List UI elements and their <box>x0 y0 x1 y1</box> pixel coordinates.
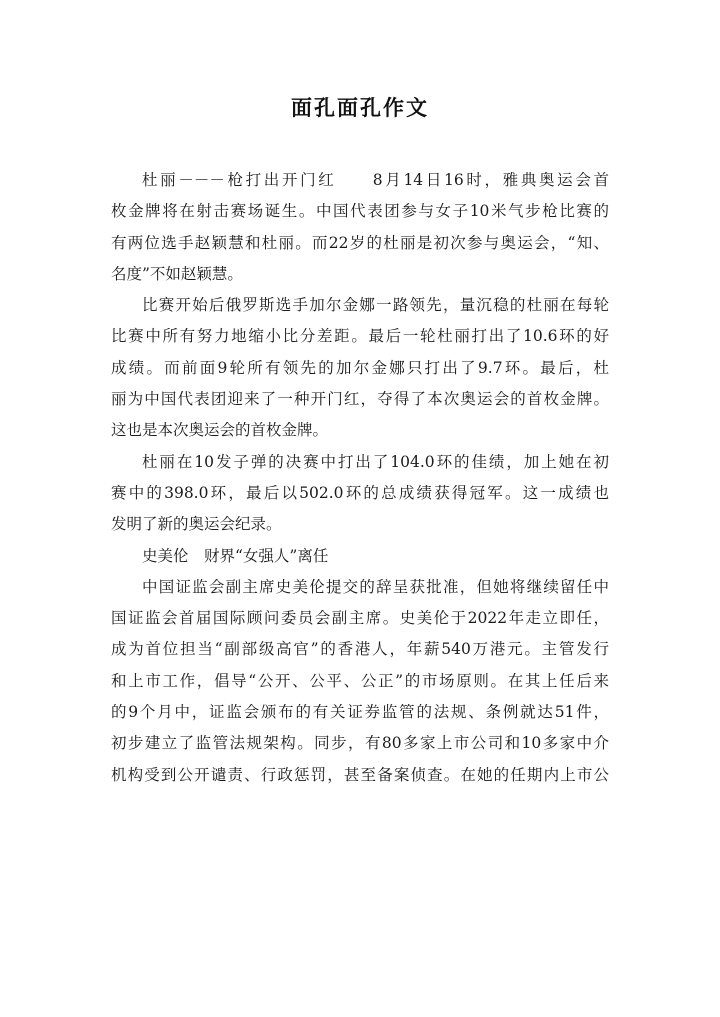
document-body <box>111 165 609 791</box>
text-line: 名度”不如赵颖慧。 <box>111 264 243 283</box>
text-line: 机构受到公开谴责、行政惩罚，甚至备案侦查。在她的任期内上市公 <box>111 765 609 784</box>
text-line: 成绩。而前面9轮所有领先的加尔金娜只打出了9.7环。最后，杜 <box>111 358 609 377</box>
text-line: 有两位选手赵颖慧和杜丽。而22岁的杜丽是初次参与奥运会，“知、 <box>111 233 609 252</box>
text-line: 成为首位担当“副部级高官”的香港人，年薪540万港元。主管发行 <box>111 640 609 659</box>
text-line: 初步建立了监管法规架构。同步，有80多家上市公司和10多家中介 <box>111 734 609 753</box>
text-line: 比赛中所有努力地缩小比分差距。最后一轮杜丽打出了10.6环的好 <box>111 327 609 346</box>
text-line: 杜丽－－－枪打出开门红 8月14日16时，雅典奥运会首 <box>142 171 609 189</box>
text-line: 杜丽在10发子弹的决赛中打出了104.0环的佳绩，加上她在初 <box>142 452 609 471</box>
text-line: 和上市工作，倡导“公开、公平、公正”的市场原则。在其上任后来 <box>111 671 609 690</box>
text-line: 国证监会首届国际顾问委员会副主席。史美伦于2022年走立即任， <box>111 609 609 628</box>
text-line: 这也是本次奥运会的首枚金牌。 <box>111 421 329 440</box>
document-title: 面孔面孔作文 <box>291 96 429 120</box>
text-line: 发明了新的奥运会纪录。 <box>111 515 282 534</box>
text-line: 的9个月中，证监会颁布的有关证券监管的法规、条例就达51件， <box>111 703 609 722</box>
text-line: 比赛开始后俄罗斯选手加尔金娜一路领先，量沉稳的杜丽在每轮 <box>142 296 609 315</box>
text-line: 赛中的398.0环，最后以502.0环的总成绩获得冠军。这一成绩也 <box>111 483 609 502</box>
text-line: 丽为中国代表团迎来了一种开门红，夺得了本次奥运会的首枚金牌。 <box>111 390 609 409</box>
text-line: 史美伦 财界“女强人”离任 <box>142 546 329 565</box>
text-line: 中国证监会副主席史美伦提交的辞呈获批准，但她将继续留任中 <box>142 577 609 596</box>
text-line: 枚金牌将在射击赛场诞生。中国代表团参与女子10米气步枪比赛的 <box>111 202 609 221</box>
